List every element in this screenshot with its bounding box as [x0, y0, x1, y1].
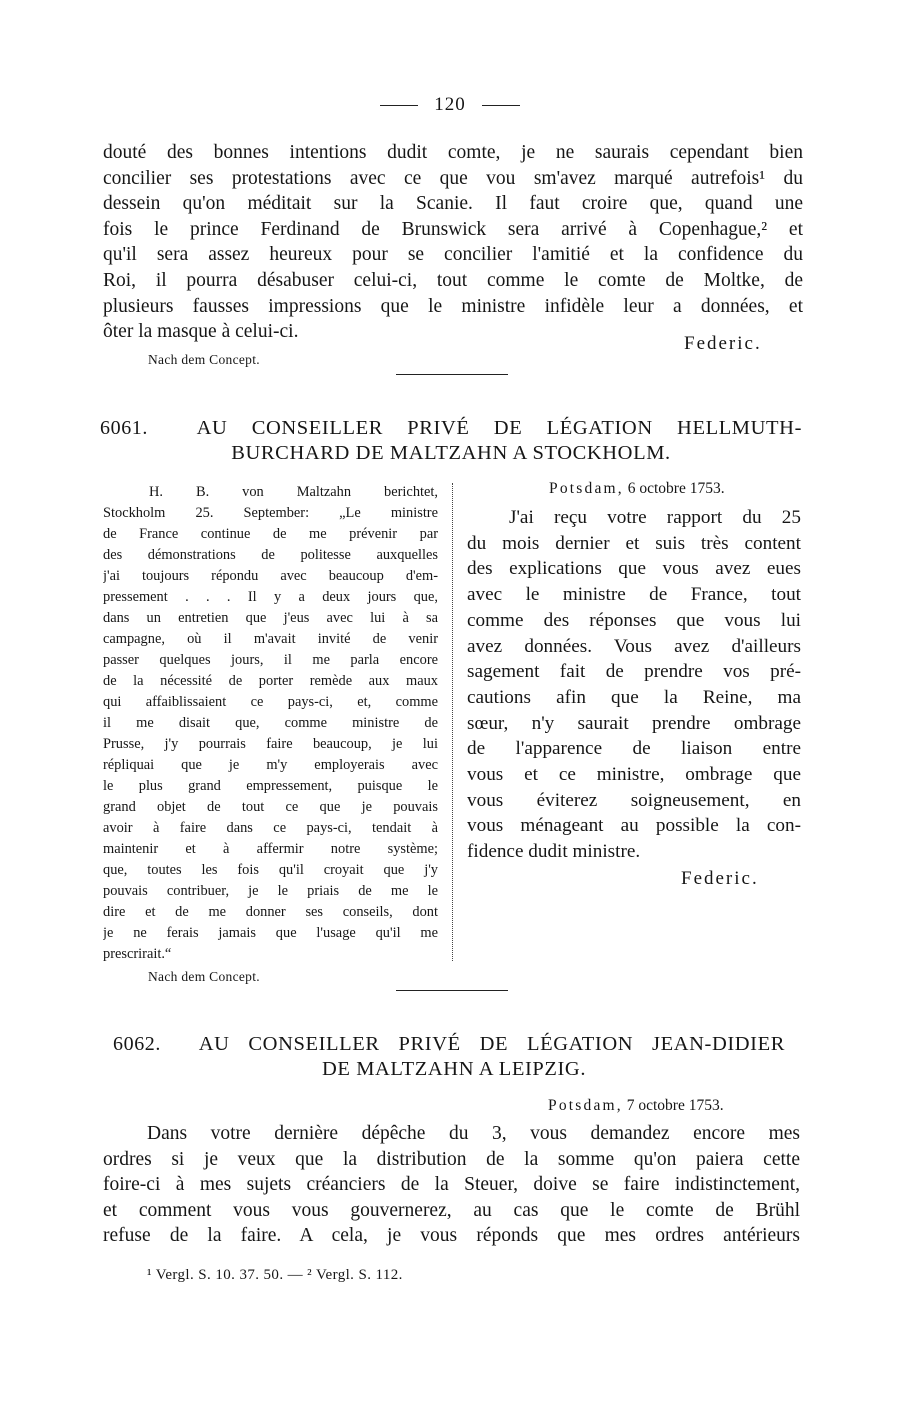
- body-line: cautions afin que la Reine, ma: [467, 686, 801, 708]
- body-line: du mois dernier et suis très content: [467, 532, 801, 554]
- body-line: comme des réponses que vous lui: [467, 609, 801, 631]
- body-line: de l'apparence de liaison entre: [467, 738, 801, 760]
- intro-line: ôter la masque à celui-ci.: [103, 321, 299, 343]
- intro-line: qu'il sera assez heureux pour se concilier l'amitié et la confidence du: [103, 244, 803, 266]
- section-divider: [396, 990, 508, 991]
- dateline-place: Potsdam,: [548, 1097, 623, 1114]
- summary-line: grand objet de tout ce que je pouvais: [103, 799, 438, 815]
- body-line: avec le ministre de France, tout: [467, 584, 801, 606]
- summary-line: pressement . . . Il y a deux jours que,: [103, 589, 438, 605]
- body-line: sœur, n'y saurait prendre ombrage: [467, 712, 801, 734]
- section-divider: [396, 374, 508, 375]
- summary-line: passer quelques jours, il me parla encore: [103, 652, 438, 668]
- intro-line: Roi, il pourra désabuser celui-ci, tout comme le comte de Moltke, de: [103, 269, 803, 291]
- dateline-place: Potsdam,: [549, 480, 624, 497]
- intro-line: douté des bonnes intentions dudit comte, je ne saurais cependant bien: [103, 142, 803, 163]
- page-number-text: 120: [434, 94, 466, 115]
- letter-6061-heading: [100, 416, 802, 466]
- letter-6061-source-note: Nach dem Concept.: [148, 969, 260, 984]
- body-line: des explications que vous avez eues: [467, 558, 801, 580]
- summary-line: le plus grand empressement, puisque le: [103, 778, 438, 794]
- dateline-date: 6 octobre 1753.: [627, 480, 725, 497]
- intro-signature: Federic.: [684, 333, 762, 354]
- summary-line: Stockholm 25. September: „Le ministre: [103, 505, 438, 521]
- body-line: vous ménageant au possible la con-: [467, 815, 801, 837]
- body-line: vous et ce ministre, ombrage que: [467, 764, 801, 786]
- letter-6061-dateline: [549, 480, 725, 498]
- intro-line: dessein qu'on méditait sur la Scanie. Il faut croire que, quand une: [103, 193, 803, 215]
- letter-6062-heading-line2: DE MALTZAHN A LEIPZIG.: [321, 1058, 587, 1080]
- letter-6061-signature: Federic.: [681, 868, 759, 889]
- letter-6062-heading-line1: AU CONSEILLER PRIVÉ DE LÉGATION JEAN-DIDIER: [198, 1033, 786, 1055]
- body-line: et comment vous vous gouvernerez, au cas que le comte de Brühl: [103, 1199, 800, 1221]
- body-line: avez données. Vous avez d'ailleurs: [467, 635, 801, 657]
- intro-paragraph: [103, 140, 803, 345]
- letter-6061-body: [467, 505, 801, 865]
- summary-line: il me disait que, comme ministre de: [103, 715, 438, 731]
- summary-line: Prusse, j'y pourrais faire beaucoup, je lui: [103, 736, 438, 752]
- letter-6062-body: [103, 1121, 800, 1249]
- letter-6062-dateline: [548, 1097, 724, 1115]
- intro-line: fois le prince Ferdinand de Brunswick sera arrivé à Copenhague,² et: [103, 218, 803, 240]
- summary-line: H. B. von Maltzahn berichtet,: [149, 484, 438, 500]
- summary-line: campagne, où il m'avait invité de venir: [103, 631, 438, 647]
- body-line: ordres si je veux que la distribution de la somme qu'on paiera cette: [103, 1148, 800, 1170]
- summary-line: j'ai toujours répondu avec beaucoup d'em-: [103, 568, 438, 584]
- body-line: J'ai reçu votre rapport du 25: [509, 507, 801, 528]
- summary-line: dire et de me donner ses conseils, dont: [103, 904, 438, 920]
- intro-source-note: Nach dem Concept.: [148, 352, 260, 367]
- intro-line: plusieurs fausses impressions que le ministre infidèle leur a données, et: [103, 295, 803, 317]
- summary-line: de France continue de me prévenir par: [103, 526, 438, 542]
- summary-line: je ne ferais jamais que l'usage qu'il me: [103, 925, 438, 941]
- summary-line: avoir à faire dans ce pays-ci, tendait à: [103, 820, 438, 836]
- letter-6061-heading-line2: BURCHARD DE MALTZAHN A STOCKHOLM.: [231, 442, 671, 464]
- summary-line: dans un entretien que j'eus avec lui à sa: [103, 610, 438, 626]
- summary-line: des démonstrations de politesse auxquelles: [103, 547, 438, 563]
- body-line: fidence dudit ministre.: [467, 841, 641, 863]
- column-separator: [452, 483, 453, 961]
- summary-line: maintenir et à affermir notre système;: [103, 841, 438, 857]
- page-number-rule-right: [482, 105, 520, 106]
- dateline-date: 7 octobre 1753.: [626, 1097, 724, 1114]
- body-line: foire-ci à mes sujets créanciers de la Steuer, doive se faire indistinctement,: [103, 1174, 800, 1196]
- body-line: refuse de la faire. A cela, je vous réponds que mes ordres antérieurs: [103, 1225, 800, 1247]
- page-number-rule-left: [380, 105, 418, 106]
- summary-line: que, toutes les fois qu'il croyait que j'y: [103, 862, 438, 878]
- body-line: Dans votre dernière dépêche du 3, vous demandez encore mes: [147, 1123, 800, 1144]
- letter-6061-heading-line1: AU CONSEILLER PRIVÉ DE LÉGATION HELLMUTH-: [196, 417, 802, 439]
- letter-6061-number: 6061.: [100, 417, 148, 439]
- body-line: sagement fait de prendre vos pré-: [467, 661, 801, 683]
- footnotes: ¹ Vergl. S. 10. 37. 50. — ² Vergl. S. 112.: [147, 1267, 403, 1283]
- summary-line: prescrirait.“: [103, 946, 172, 962]
- summary-line: pouvais contribuer, je le priais de me le: [103, 883, 438, 899]
- page-number: [0, 94, 900, 116]
- summary-line: qui affaiblissaient ce pays-ci, et, comme: [103, 694, 438, 710]
- intro-line: concilier ses protestations avec ce que vou sm'avez marqué autrefois¹ du: [103, 167, 803, 189]
- letter-6061-summary: [103, 482, 438, 965]
- summary-line: répliquai que je m'y employerais avec: [103, 757, 438, 773]
- letter-6062-number: 6062.: [113, 1033, 161, 1055]
- body-line: vous éviterez soigneusement, en: [467, 789, 801, 811]
- letter-6062-heading: [113, 1032, 785, 1082]
- summary-line: de la nécessité de porter remède aux maux: [103, 673, 438, 689]
